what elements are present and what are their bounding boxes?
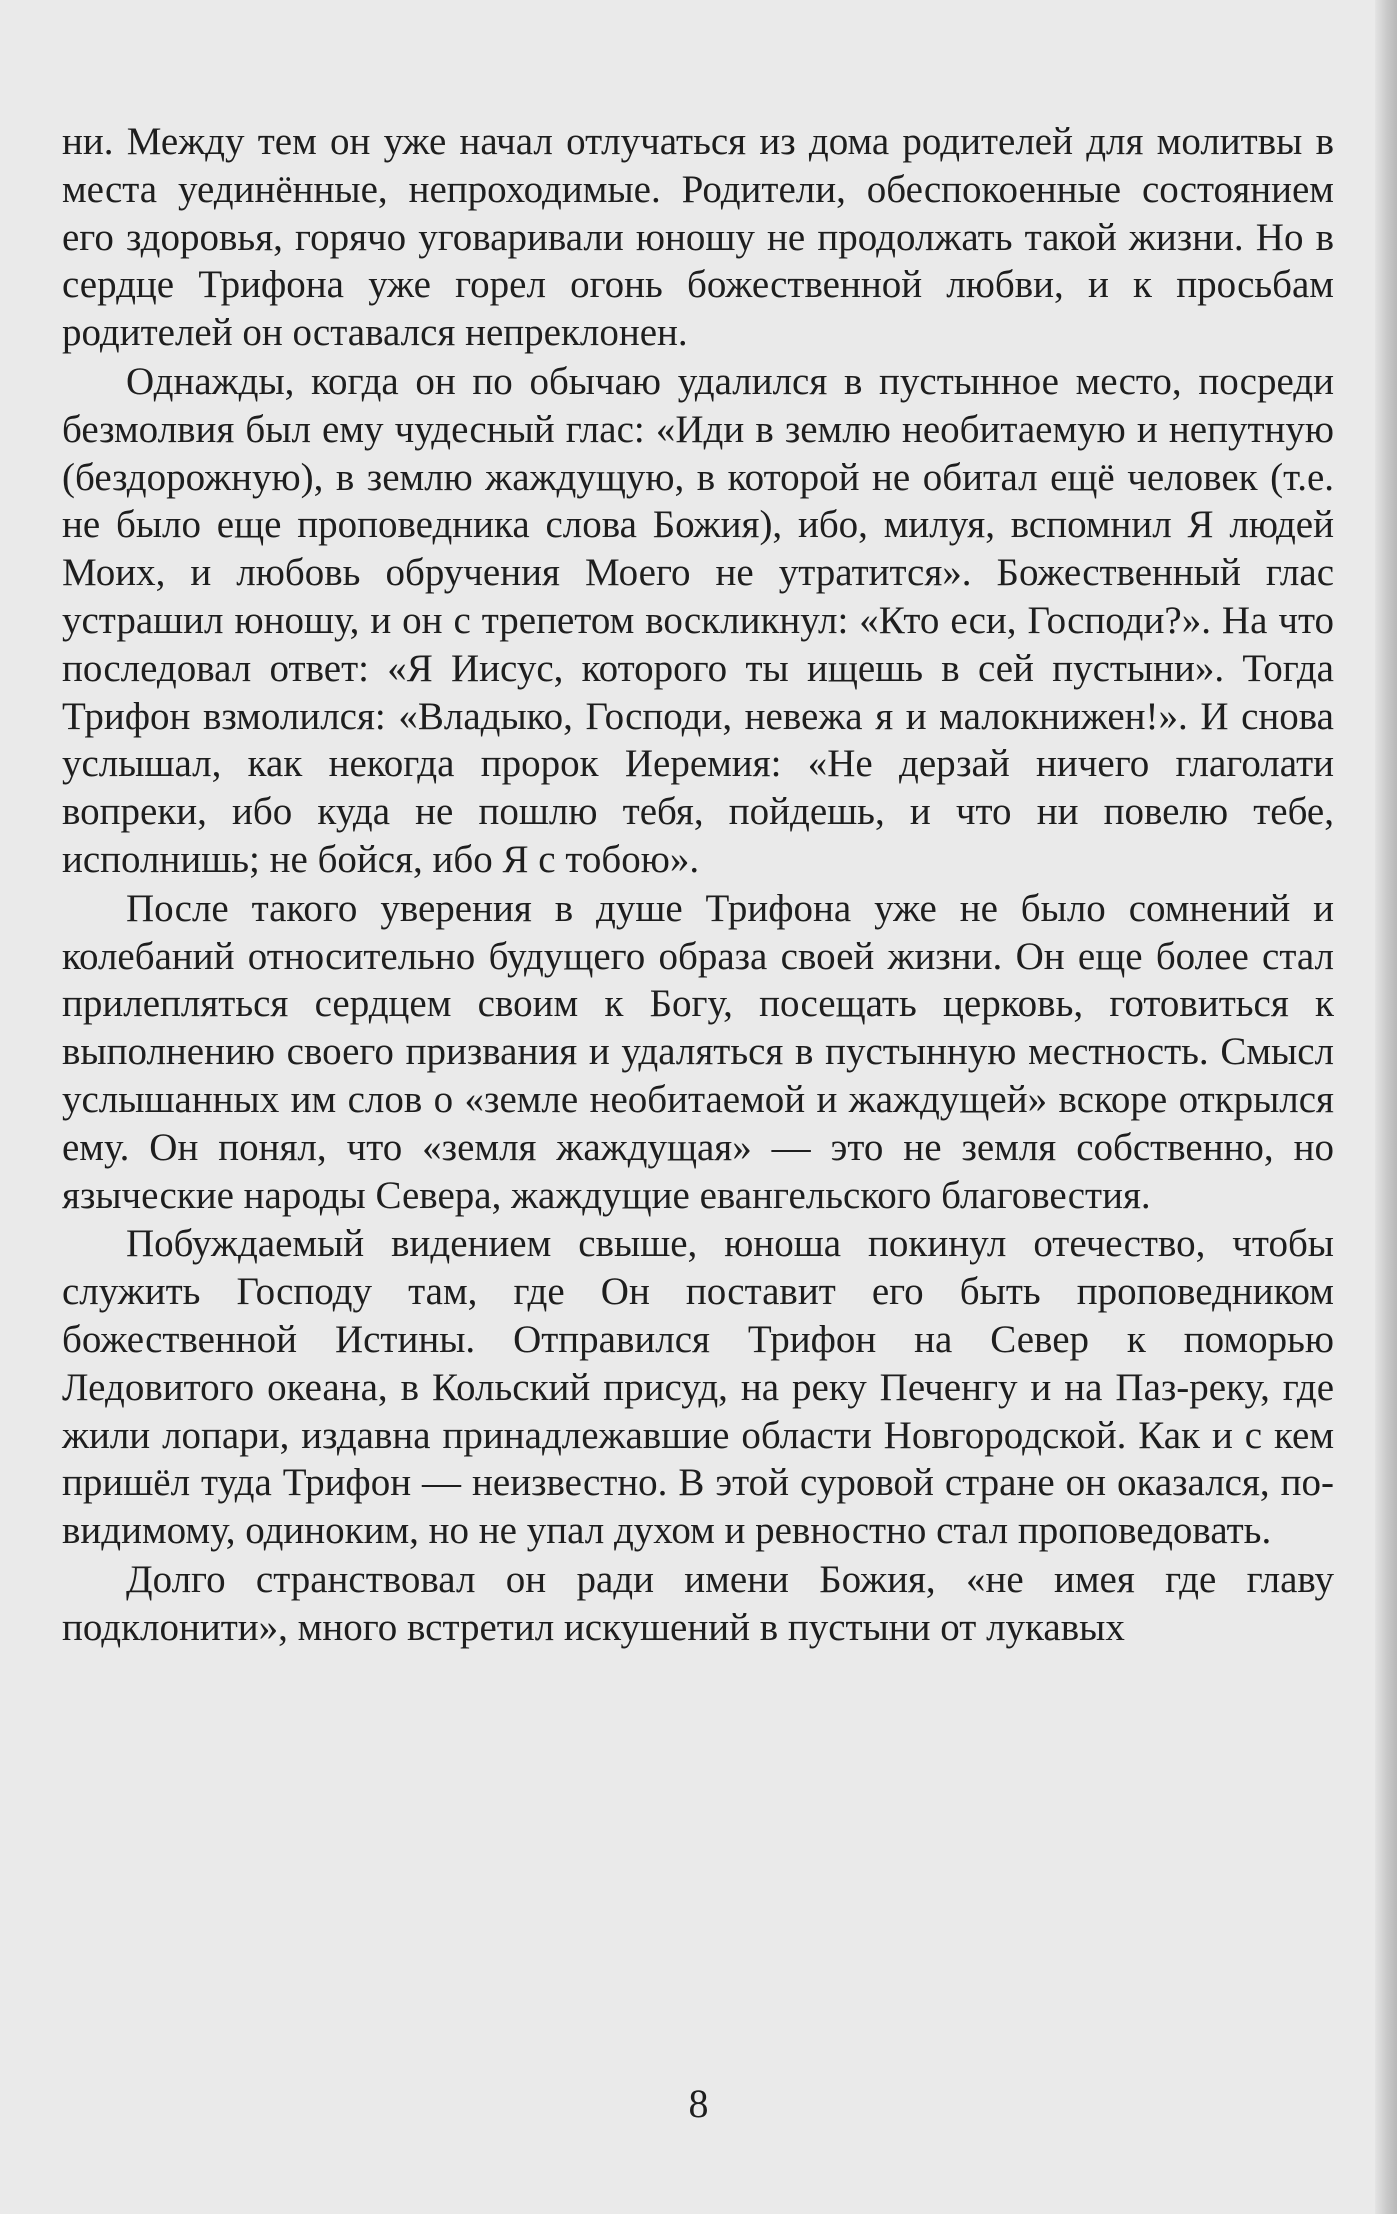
paragraph-2: Однажды, когда он по обычаю удалился в пустынное место, посреди безмолвия был ему чудесный глас: «Иди в землю необитаемую и непутную (бездорожную), в землю жаждущую, в которой не обитал ещё человек (т.е. не было еще проповедника слова Божия), ибо, милуя, вспомнил Я людей Моих, и любовь обручения Моего не утратится». Божественный глас устрашил юношу, и он с трепетом воскликнул: «Кто еси, Господи?». На что последовал ответ: «Я Иисус, которого ты ищешь в сей пустыни». Тогда Трифон взмолился: «Владыко, Господи, невежа я и малокнижен!». И снова услышал, как некогда пророк Иеремия: «Не дерзай ничего глаголати вопреки, ибо куда не пошлю тебя, пойдешь, и что ни повелю тебе, исполнишь; не бойся, ибо Я с тобою». — [62, 359, 1334, 881]
paragraph-4: Побуждаемый видением свыше, юноша покинул отечество, чтобы служить Господу там, где Он поставит его быть проповедником божественной Истины. Отправился Трифон на Север к поморью Ледовитого океана, в Кольский присуд, на реку Печенгу и на Паз-реку, где жили лопари, издавна принадлежавшие области Новгородской. Как и с кем пришёл туда Трифон — неизвестно. В этой суровой стране он оказался, по-видимому, одиноким, но не упал духом и ревностно стал проповедовать. — [62, 1222, 1334, 1553]
paragraph-3: После такого уверения в душе Трифона уже не было сомнений и колебаний относительно будущего образа своей жизни. Он еще более стал прилепляться сердцем своим к Богу, посещать церковь, готовиться к выполнению своего призвания и удаляться в пустынную местность. Смысл услышанных им слов о «земле необитаемой и жаждущей» вскоре открылся ему. Он понял, что «земля жаждущая» — это не земля собственно, но языческие народы Севера, жаждущие евангельского благовестия. — [62, 886, 1334, 1217]
body-text — [62, 118, 1334, 1652]
paragraph-1: ни. Между тем он уже начал отлучаться из дома родителей для молитвы в места уединённые, непроходимые. Родители, обеспокоенные состоянием его здоровья, горячо уговаривали юношу не продолжать такой жизни. Но в сердце Трифона уже горел огонь божественной любви, и к просьбам родителей он оставался непреклонен. — [62, 120, 1334, 355]
page-number: 8 — [688, 2081, 709, 2126]
paragraph-5: Долго странствовал он ради имени Божия, «не имея где главу подклонити», много встретил искушений в пустыни от лукавых — [62, 1557, 1334, 1649]
page-edge-shadow — [1375, 0, 1397, 2214]
